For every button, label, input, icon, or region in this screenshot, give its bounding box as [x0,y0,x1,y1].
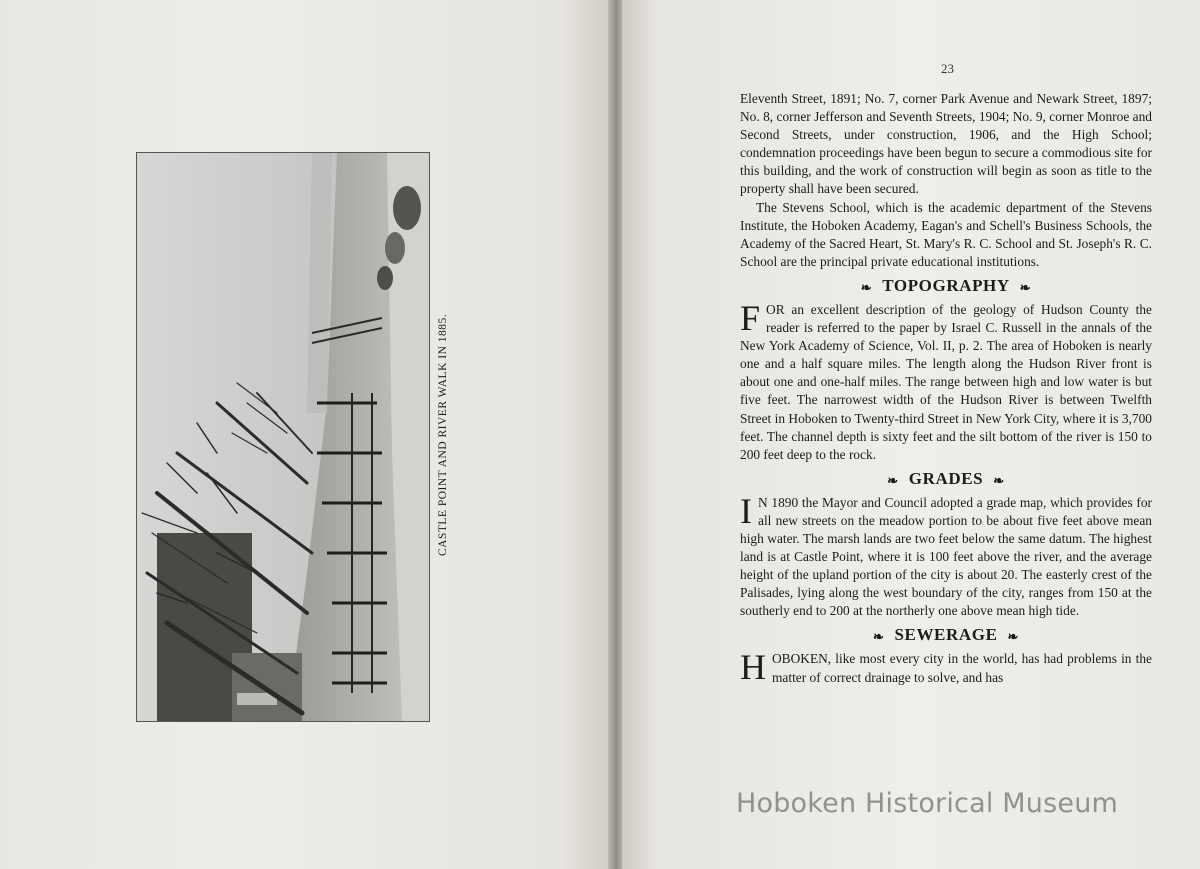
intro-paragraph: Eleventh Street, 1891; No. 7, corner Park Avenue and Newark Street, 1897; No. 8, corner Jefferson and Seventh Streets, 1904; No. 9, corner Monroe and Second Streets, under construction, 1906, and the High School; condemnation proceedings have been begun to secure a commodious site for this building, and the work of construction will begin as soon as title to the property shall have been secured. [740,91,1152,197]
ornament-icon: ❧ [872,629,885,645]
drop-cap: I [740,490,752,531]
ornament-icon: ❧ [993,472,1005,488]
heading-text: SEWERAGE [894,625,998,645]
text-column [740,90,1152,687]
topography-body [740,297,1152,464]
castle-point-photo [136,152,430,722]
drop-cap: F [740,297,761,338]
heading-text: TOPOGRAPHY [882,275,1010,295]
ornament-icon: ❧ [887,472,899,488]
grades-heading [740,464,1152,494]
photo-caption: CASTLE POINT AND RIVER WALK IN 1885. [437,313,449,556]
sewerage-body [740,647,1152,688]
museum-watermark: Hoboken Historical Museum [736,788,1119,819]
section-body: OR an excellent description of the geology of Hudson County the reader is referred to the paper by Israel C. Russell in the annals of the New York Academy of Science, Vol. II, p. 2. The area of Hoboken is nearly one and a half square miles. The length along the Hudson River front is about one and one-half miles. The range between high and low water is but five feet. The narrowest width of the Hudson River is between Twelfth Street in Hoboken to Twenty-third Street in New York City, where it is 3,700 feet. The channel depth is sixty feet and the silt bottom of the river is 150 to 200 feet deep to the rock. [740,301,1152,462]
grades-body [740,490,1152,621]
sewerage-heading [740,620,1152,650]
page-number: 23 [941,61,954,76]
ornament-icon: ❧ [860,279,873,295]
heading-text: GRADES [908,468,984,488]
ornament-icon: ❧ [1007,629,1020,645]
topography-heading [740,271,1152,301]
section-body: N 1890 the Mayor and Council adopted a grade map, which provides for all new streets on the meadow portion to be about five feet above mean high water. The marsh lands are two feet below the same datum. The highest land is at Castle Point, where it is 100 feet above the river, and the average height of the upland portion of the city is about 20. The easterly crest of the Palisades, lying along the west boundary of the city, ranges from 150 at the southerly end to 200 at the northerly one above mean high tide. [740,494,1152,619]
drop-cap: H [740,647,766,688]
photo-caption-wrap [437,300,453,560]
ornament-icon: ❧ [1019,279,1032,295]
schools-paragraph: The Stevens School, which is the academic department of the Stevens Institute, the Hoboken Academy, Eagan's and Schell's Business Schools, the Academy of the Sacred Heart, St. Mary's R. C. School and St. Joseph's R. C. School are the principal private educational institutions. [740,199,1152,269]
section-body: OBOKEN, like most every city in the world, has had problems in the matter of correct drainage to solve, and has [772,651,1152,685]
